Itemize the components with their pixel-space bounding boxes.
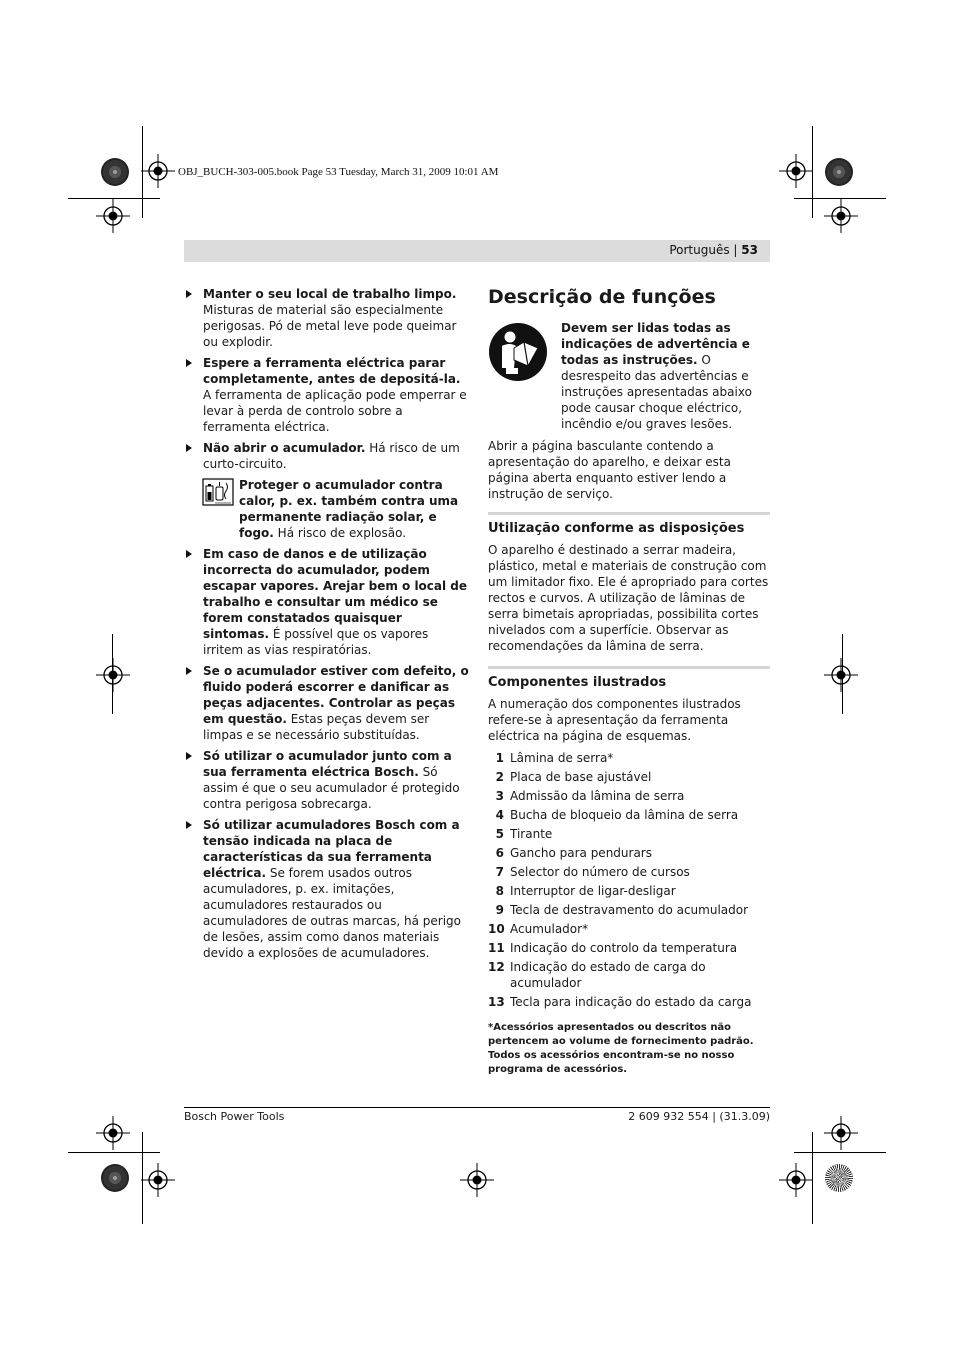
list-item [488,994,770,1010]
safety-item-bold: Se o acumulador estiver com defeito, o fluido poderá escorrer e danificar as peças adjacentes. Controlar as peças em questão. [203,664,469,726]
registration-mark-icon [824,658,858,692]
color-rosette-icon [101,1164,129,1192]
safety-item-text: Misturas de material são especialmente perigosas. Pó de metal leve pode queimar ou explodir. [203,303,457,349]
registration-mark-icon [141,154,175,188]
battery-heat-warning-icon [202,478,234,506]
safety-item-text: Há risco de um curto-circuito. [203,441,460,471]
component-number: 3 [495,789,504,803]
list-item [488,826,770,842]
component-number: 11 [488,941,505,955]
section-title: Descrição de funções [488,286,716,308]
safety-item [186,817,470,961]
registration-mark-icon [460,1163,494,1197]
component-number: 4 [495,808,504,822]
list-item [488,902,770,918]
component-label: Placa de base ajustável [510,770,652,784]
left-column [186,286,470,966]
safety-item-bold: Só utilizar o acumulador junto com a sua ferramenta eléctrica Bosch. [203,749,452,779]
component-number: 8 [495,884,504,898]
color-rosette-icon [825,158,853,186]
component-label: Selector do número de cursos [510,865,690,879]
registration-mark-icon [824,199,858,233]
heat-warning-bold: Proteger o acumulador contra calor, p. ex. também contra uma permanente radiação solar, e fogo. [239,478,459,540]
component-label: Tirante [510,827,553,841]
safety-item-bold: Em caso de danos e de utilização incorrecta do acumulador, podem escapar vapores. Arejar bem o local de trabalho e consultar um médico se forem constatados quaisquer sintomas. [203,547,468,641]
components-list [488,750,770,1010]
component-label: Admissão da lâmina de serra [510,789,685,803]
safety-item [186,355,470,435]
bullet-triangle-icon [186,444,192,452]
read-instructions-notice [488,320,770,432]
read-manual-icon [488,322,548,382]
page-number: 53 [741,243,758,257]
registration-mark-icon [96,658,130,692]
component-label: Lâmina de serra* [510,751,614,765]
component-number: 1 [495,751,504,765]
safety-item-bold: Manter o seu local de trabalho limpo. [203,287,457,301]
registration-mark-icon [779,1163,813,1197]
safety-item [186,440,470,472]
component-number: 10 [488,922,505,936]
bullet-triangle-icon [186,359,192,367]
safety-item-text: É possível que os vapores irritem as vias respiratórias. [203,627,429,657]
bullet-triangle-icon [186,550,192,558]
registration-mark-icon [96,199,130,233]
component-label: Indicação do estado de carga do acumulador [510,960,706,990]
component-label: Gancho para pendurars [510,846,652,860]
section-divider [488,666,770,669]
component-number: 12 [488,960,505,974]
list-item [488,864,770,880]
registration-mark-icon [96,1116,130,1150]
component-number: 2 [495,770,504,784]
safety-item-bold: Não abrir o acumulador. [203,441,366,455]
list-item [488,788,770,804]
heat-warning-text: Há risco de explosão. [273,526,407,540]
component-label: Tecla de destravamento do acumulador [510,903,749,917]
color-rosette-icon [825,1164,853,1192]
components-intro: A numeração dos componentes ilustrados refere-se à apresentação da ferramenta eléctrica na página de esquemas. [488,697,741,743]
component-number: 6 [495,846,504,860]
safety-item-bold: Só utilizar acumuladores Bosch com a tensão indicada na placa de características da sua ferramenta eléctrica. [203,818,460,880]
component-label: Indicação do controlo da temperatura [510,941,738,955]
list-item [488,959,770,991]
intro-paragraph: Abrir a página basculante contendo a apresentação do aparelho, e deixar esta página aberta enquanto estiver lendo a instrução de serviço. [488,439,731,501]
heat-warning [186,477,470,541]
component-label: Tecla para indicação do estado da carga [510,995,752,1009]
registration-mark-icon [141,1163,175,1197]
accessories-footnote: *Acessórios apresentados ou descritos não pertencem ao volume de fornecimento padrão. Todos os acessórios encontram-se no nosso programa de acessórios. [488,1022,754,1075]
safety-item-text: Só assim é que o seu acumulador é protegido contra perigosa sobrecarga. [203,765,460,811]
usage-text: O aparelho é destinado a serrar madeira, plástico, metal e materiais de construção com um limitador fixo. Ele é apropriado para cortes rectos e curvos. A utilização de lâminas de serra bimetais apropriadas, possibilita cortes nivelados com a superfície. Observar as recomendações da lâmina de serra. [488,543,769,653]
list-item [488,883,770,899]
page-header [184,240,770,262]
component-number: 5 [495,827,504,841]
list-item [488,921,770,937]
bullet-triangle-icon [186,290,192,298]
list-item [488,845,770,861]
components-heading: Componentes ilustrados [488,675,667,690]
safety-item [186,748,470,812]
component-number: 13 [488,995,505,1009]
component-number: 9 [495,903,504,917]
safety-item-bold: Espere a ferramenta eléctrica parar completamente, antes de depositá-la. [203,356,461,386]
footer-rule [184,1107,770,1108]
color-rosette-icon [101,158,129,186]
bullet-triangle-icon [186,752,192,760]
list-item [488,807,770,823]
footer-brand: Bosch Power Tools [184,1110,285,1123]
list-item [488,940,770,956]
footer-docnumber: 2 609 932 554 | (31.3.09) [628,1110,770,1123]
safety-item-text: Estas peças devem ser limpas e se necessário substituídas. [203,712,430,742]
component-label: Interruptor de ligar-desligar [510,884,676,898]
print-slug: OBJ_BUCH-303-005.book Page 53 Tuesday, March 31, 2009 10:01 AM [178,166,499,178]
safety-item-text: A ferramenta de aplicação pode emperrar e levar à perda de controlo sobre a ferramenta eléctrica. [203,388,467,434]
safety-item [186,663,470,743]
header-text [669,243,758,257]
header-separator: | [733,243,738,257]
safety-item [186,286,470,350]
header-language: Português [669,243,730,257]
registration-mark-icon [779,154,813,188]
bullet-triangle-icon [186,667,192,675]
safety-item-text: Se forem usados outros acumuladores, p. ex. imitações, acumuladores restaurados ou acumuladores de outras marcas, há perigo de lesões, assim como danos materiais devido a explosões de acumuladores. [203,866,461,960]
bullet-triangle-icon [186,821,192,829]
component-number: 7 [495,865,504,879]
read-notice-bold: Devem ser lidas todas as indicações de advertência e todas as instruções. [561,321,750,367]
component-label: Bucha de bloqueio da lâmina de serra [510,808,739,822]
component-label: Acumulador* [510,922,589,936]
registration-mark-icon [824,1116,858,1150]
list-item [488,769,770,785]
usage-heading: Utilização conforme as disposições [488,521,745,536]
list-item [488,750,770,766]
section-divider [488,512,770,515]
read-notice-text: O desrespeito das advertências e instruções apresentadas abaixo pode causar choque eléctrico, incêndio e/ou graves lesões. [561,353,752,431]
safety-item [186,546,470,658]
right-column [488,286,770,1087]
